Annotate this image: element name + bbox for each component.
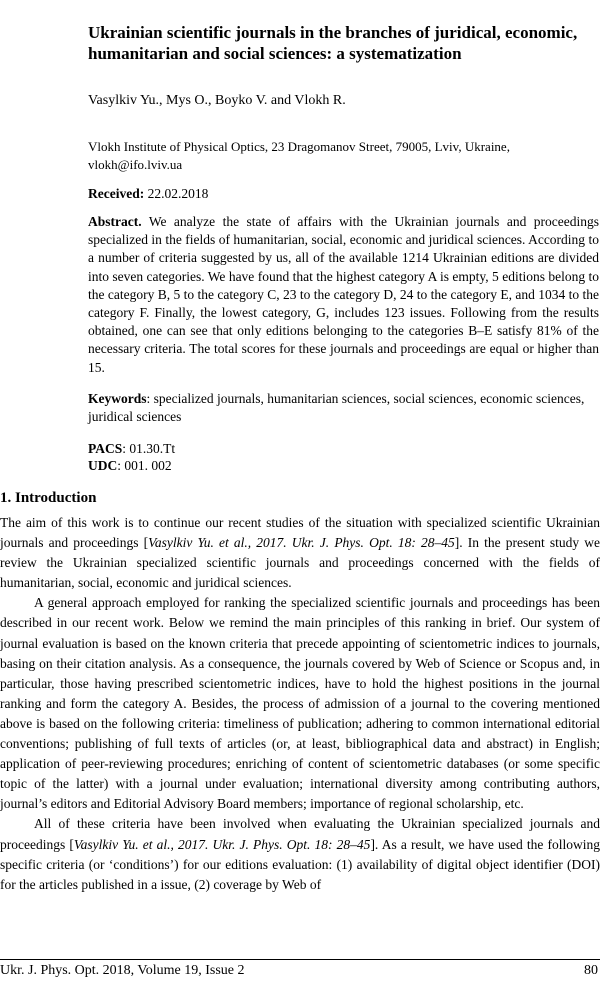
keywords-label: Keywords <box>88 391 147 406</box>
paragraph <box>0 513 600 593</box>
abstract <box>88 213 599 377</box>
paragraph-text: All of these criteria have been involved when evaluating the Ukrainian specialized journals and proceedings [ <box>0 816 600 852</box>
keywords <box>88 390 588 426</box>
udc-label: UDC <box>88 458 118 473</box>
pacs-value: : 01.30.Tt <box>122 441 176 456</box>
paper-title: Ukrainian scientific journals in the branches of juridical, economic, humanitarian and social sciences: a systematization <box>88 23 578 63</box>
body-text <box>0 513 600 895</box>
paragraph-text: ]. As a result, we have used the following specific criteria (or ‘conditions’) for our editions evaluation: (1) availability of digital object identifier (DOI) for the articles published in a issue, (2) coverage by Web of <box>0 836 600 892</box>
footer-divider <box>0 959 600 960</box>
page-number: 80 <box>584 963 598 978</box>
abstract-label: Abstract. <box>88 214 142 229</box>
citation: Vasylkiv Yu. et al., 2017. Ukr. J. Phys. Opt. 18: 28–45 <box>73 836 371 852</box>
paragraph-text: The aim of this work is to continue our recent studies of the situation with specialized scientific Ukrainian journals and proceedings [ <box>0 515 600 551</box>
received-value: 22.02.2018 <box>144 186 209 201</box>
affiliation: Vlokh Institute of Physical Optics, 23 Dragomanov Street, 79005, Lviv, Ukraine, vlokh@ifo.lviv.ua <box>88 139 510 172</box>
abstract-text: We analyze the state of affairs with the Ukrainian journals and proceedings specialized in the fields of humanitarian, social, economic and juridical sciences. According to a number of criteria suggested by us, all of the available 1214 Ukrainian editions are divided into seven categories. We have found that the highest category A is empty, 5 editions belong to the category B, 5 to the category C, 23 to the category D, 24 to the category E, and 1034 to the category F. Finally, the lowest category, G, includes 123 issues. Following from the results obtained, one can see that only editions belonging to the categories B–E satisfy 81% of the necessary criteria. The total scores for these journals and proceedings are equal or higher than 15. <box>88 214 599 375</box>
paragraph-text: ]. In the present study we review the Ukrainian specialized scientific journals and proceedings concerned with the fields of humanitarian, social, economic and juridical sciences. <box>0 535 600 591</box>
section-heading: 1. Introduction <box>0 490 97 506</box>
footer-journal-info: Ukr. J. Phys. Opt. 2018, Volume 19, Issue 2 <box>0 963 245 978</box>
classification-codes <box>88 440 175 474</box>
paragraph <box>0 814 600 894</box>
author-list: Vasylkiv Yu., Mys O., Boyko V. and Vlokh R. <box>88 93 346 108</box>
received-date <box>88 186 208 202</box>
paragraph: A general approach employed for ranking the specialized scientific journals and proceedings has been described in our recent work. Below we remind the main principles of this ranking in brief. Our system of journal evaluation is based on the known criteria that precede appointing of scientometric indices to journals, basing on their citation analysis. As a consequence, the journals covered by Web of Science or Scopus and, in particular, those having prescribed scientometric indices, have to hold the highest positions in the journal ranking and form the category A. Besides, the process of admission of a journal to the covering mentioned above is based on the following criteria: timeliness of publication; adhering to common international editorial conventions; publishing of full texts of articles (or, at least, bibliographical data and abstract) in English; application of peer-reviewing procedures; enriching of content of scientometric databases (or some specific topic of the latter) with a journal under evaluation; international diversity among contributing authors, journal’s editors and Editorial Advisory Board members; importance of regional scholarship, etc. <box>0 595 600 812</box>
udc-code <box>88 457 175 474</box>
pacs-code <box>88 440 175 457</box>
received-label: Received: <box>88 186 145 201</box>
citation: Vasylkiv Yu. et al., 2017. Ukr. J. Phys. Opt. 18: 28–45 <box>148 535 455 551</box>
pacs-label: PACS <box>88 441 123 456</box>
udc-value: : 001. 002 <box>117 458 172 473</box>
keywords-text: : specialized journals, humanitarian sciences, social sciences, economic sciences, juridical sciences <box>88 391 585 424</box>
